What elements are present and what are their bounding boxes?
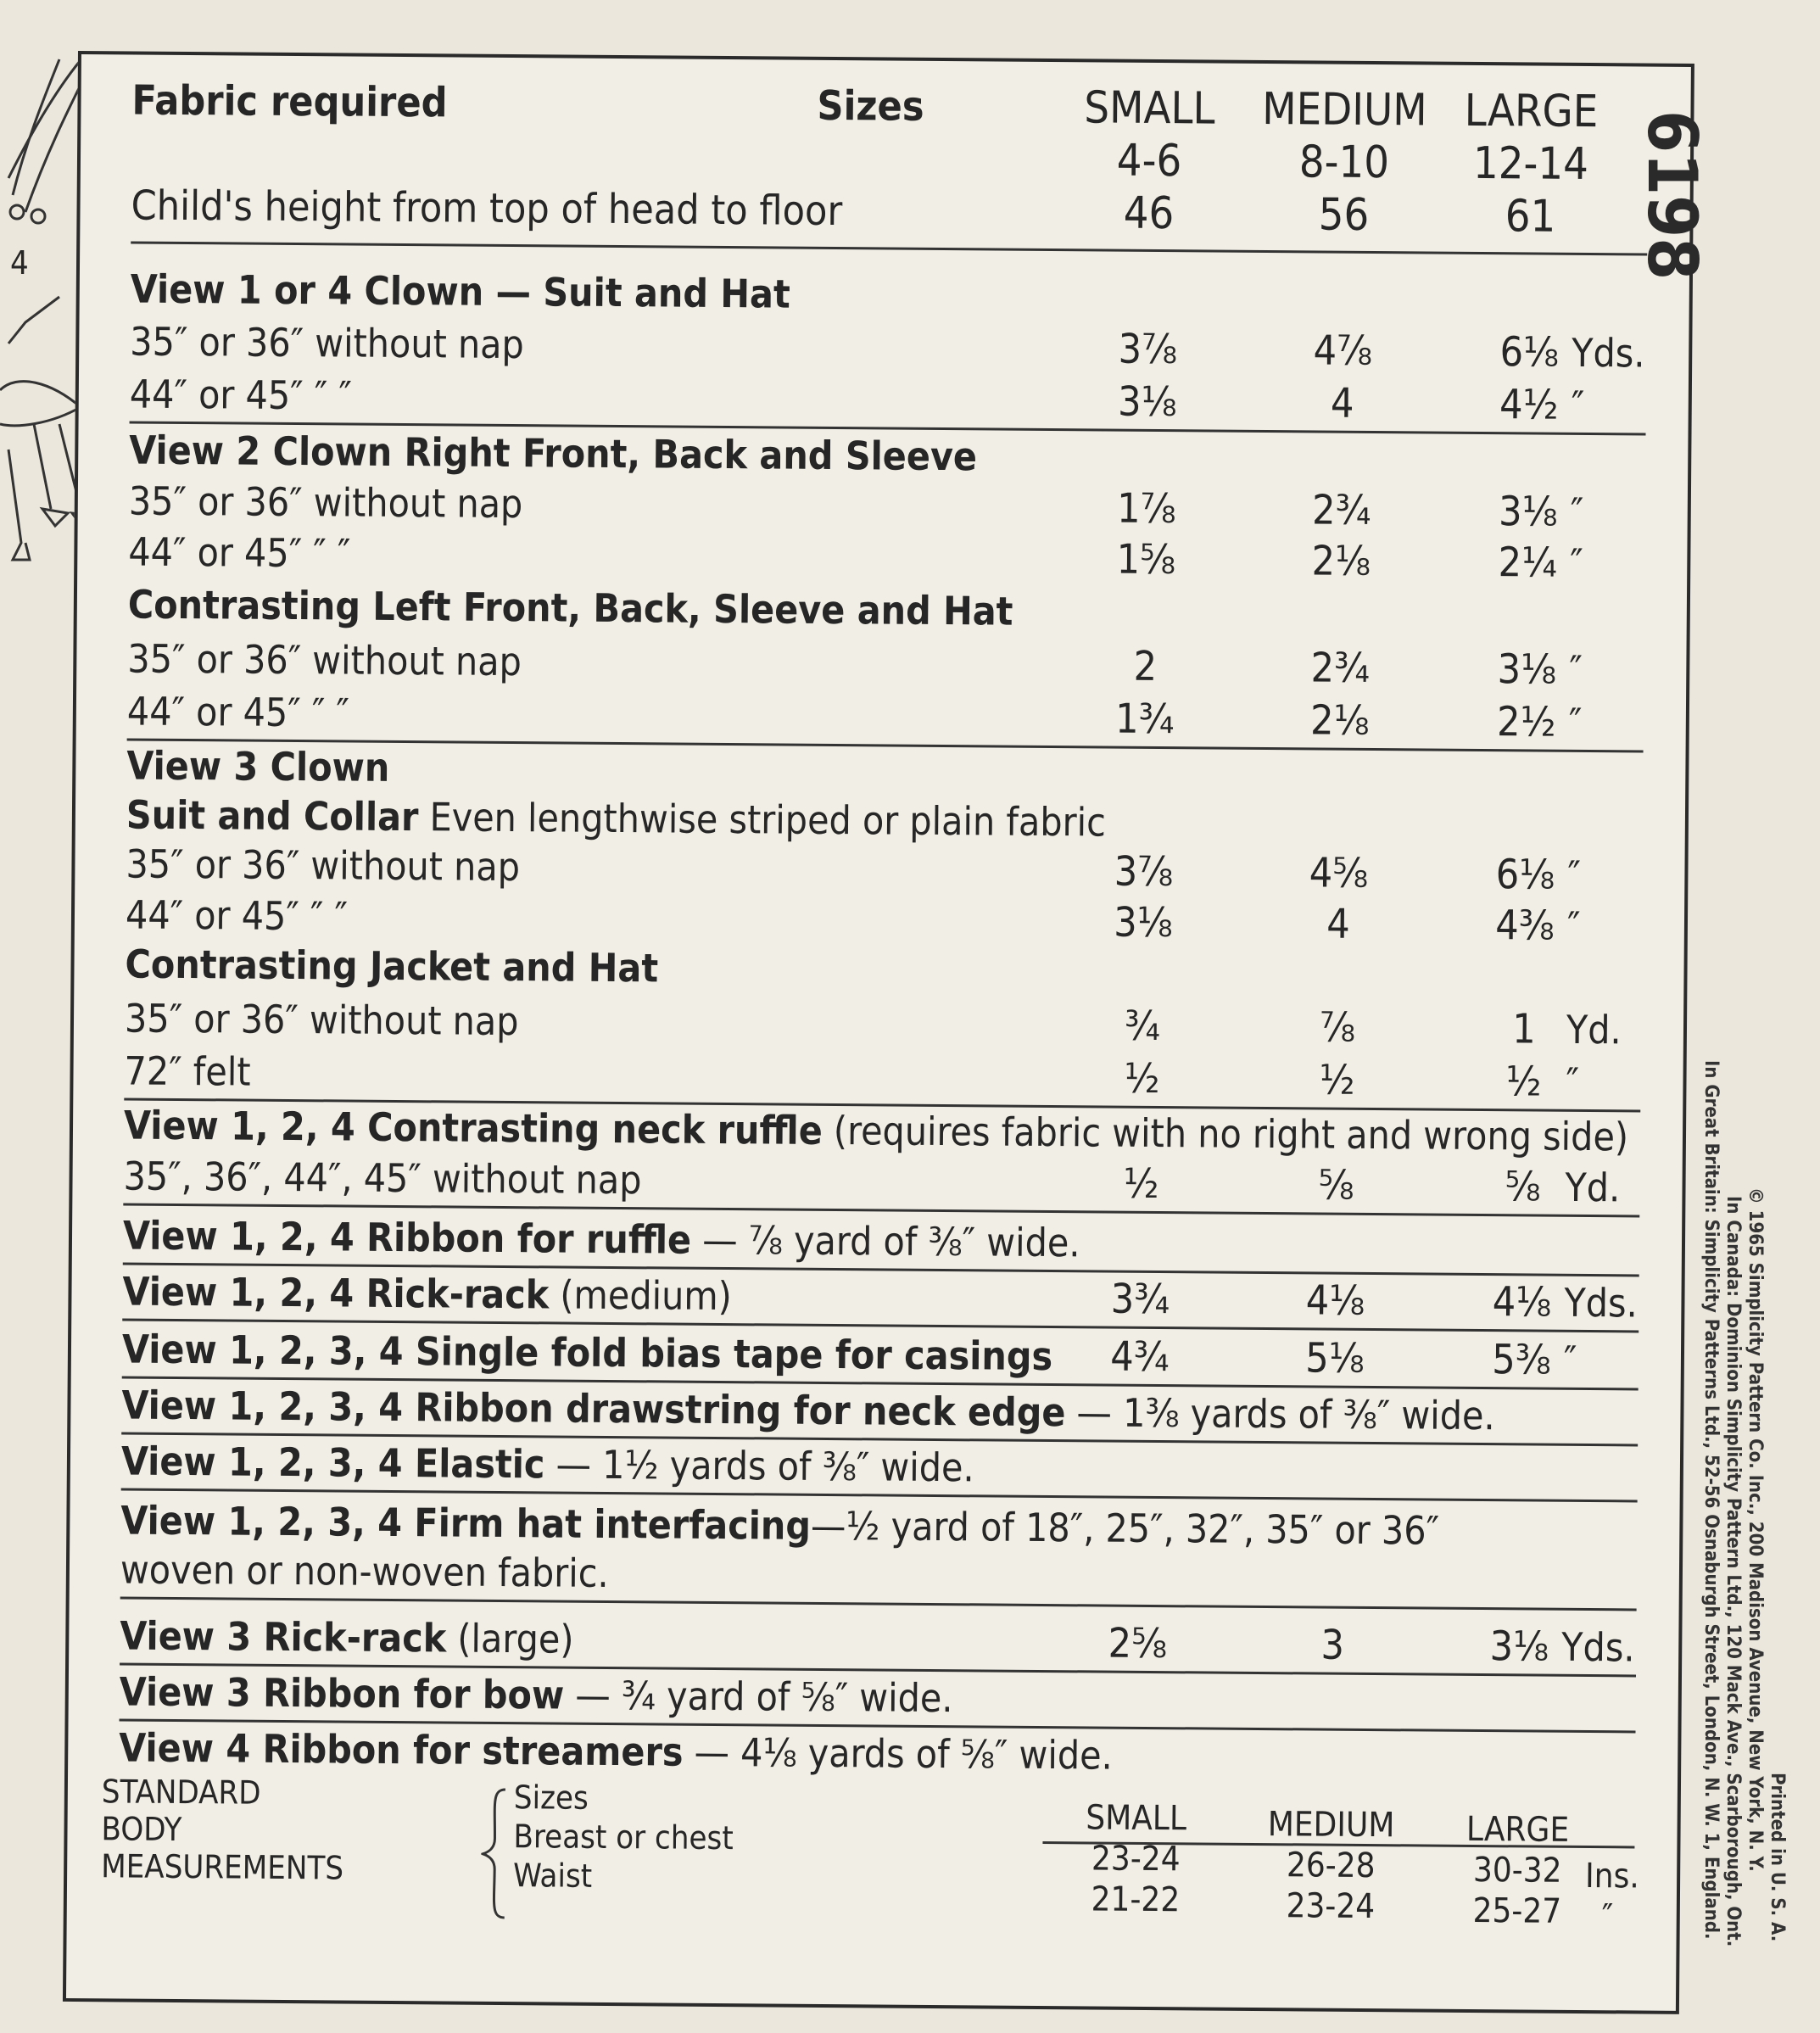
height-medium: 56 — [1318, 189, 1370, 241]
requirement-label-text: View 1, 2, 3, 4 Elastic — [120, 1438, 545, 1488]
yardage-medium: ⅝ — [1318, 1161, 1354, 1209]
yardage-unit: ″ — [1563, 1337, 1577, 1383]
requirement-label — [131, 266, 790, 316]
yardage-unit: Yds. — [1561, 1623, 1635, 1671]
yardage-unit: ″ — [1568, 699, 1583, 746]
brace-icon — [481, 1788, 507, 1919]
requirement-label-note: (requires fabric with no right and wrong side) — [822, 1107, 1629, 1160]
requirement-label-text: 35″ or 36″ without nap — [128, 478, 523, 528]
copyright-line-2: In Canada: Dominion Simplicity Pattern Ltd., 120 Mack Ave., Scarborough, Ont. — [1722, 1196, 1744, 1947]
yardage-medium: 2⅛ — [1309, 696, 1370, 745]
requirement-label-note: — 1⅜ yards of ⅜″ wide. — [1065, 1389, 1495, 1439]
requirement-label-note: — 4⅛ yards of ⅝″ wide. — [683, 1729, 1113, 1779]
requirement-label — [126, 892, 348, 938]
yardage-unit: ″ — [1570, 539, 1583, 586]
requirement-label — [124, 1103, 1628, 1159]
bm-medium-header: MEDIUM — [1267, 1805, 1395, 1846]
requirement-label-text: View 1, 2, 4 Contrasting neck ruffle — [123, 1102, 823, 1153]
yardage-small: 4¾ — [1110, 1332, 1170, 1382]
requirement-label-text: View 3 Clown — [126, 742, 390, 790]
copyright-line-1: © 1965 Simplicity Pattern Co. Inc., 200 Madison Avenue, New York, N. Y. — [1745, 1187, 1766, 1872]
requirement-label-text: 35″ or 36″ without nap — [126, 841, 521, 891]
bm-breast-medium: 26-28 — [1286, 1846, 1376, 1886]
bm-large-header: LARGE — [1465, 1809, 1570, 1850]
requirement-label — [121, 1438, 974, 1489]
bm-waist-large: 25-27 — [1472, 1891, 1562, 1931]
requirement-label-note: Even lengthwise striped or plain fabric — [418, 794, 1107, 846]
requirement-label-text: 35″, 36″, 44″, 45″ without nap — [123, 1153, 642, 1204]
requirement-label — [122, 1269, 732, 1318]
height-small: 46 — [1123, 187, 1175, 240]
requirement-label-text: 35″ or 36″ without nap — [127, 635, 522, 685]
yardage-small: 1¾ — [1114, 695, 1175, 744]
yardage-large: 5⅜ — [1492, 1336, 1551, 1384]
yardage-medium: 5⅛ — [1305, 1334, 1365, 1382]
requirement-label — [130, 371, 352, 417]
bm-breast-large: 30-32 — [1472, 1850, 1562, 1891]
margin-view-number: 4 — [10, 244, 29, 282]
yardage-unit: ″ — [1566, 1058, 1580, 1105]
yardage-unit: Yds. — [1572, 329, 1645, 377]
requirement-label-text: View 4 Ribbon for streamers — [119, 1724, 684, 1775]
yardage-unit: ″ — [1566, 902, 1581, 949]
sizes-heading: Sizes — [817, 81, 924, 131]
bm-breast-unit: Ins. — [1584, 1857, 1639, 1896]
requirement-label-text: 44″ or 45″ ″ ″ — [129, 371, 353, 419]
fabric-required-heading: Fabric required — [131, 76, 448, 127]
yardage-large: ½ — [1505, 1058, 1542, 1106]
size-large-range: 12-14 — [1472, 137, 1589, 190]
requirement-label — [126, 792, 1106, 844]
requirement-label-text: woven or non-woven fabric. — [120, 1546, 609, 1596]
yardage-small: 2⅝ — [1108, 1619, 1168, 1668]
requirement-label-text: View 1 or 4 Clown — Suit and Hat — [130, 265, 790, 317]
requirement-label-text: 35″ or 36″ without nap — [130, 318, 525, 368]
requirement-label-text: 44″ or 45″ ″ ″ — [126, 688, 350, 736]
yardage-small: 3⅞ — [1118, 325, 1178, 374]
yardage-unit: Yd. — [1566, 1006, 1622, 1053]
height-large: 61 — [1505, 191, 1556, 243]
size-small-range: 4-6 — [1116, 135, 1182, 187]
yardage-large: 3⅛ — [1498, 488, 1558, 536]
measurement-label: Waist — [512, 1857, 593, 1895]
yardage-unit: Yd. — [1565, 1164, 1621, 1211]
requirement-label — [125, 996, 519, 1043]
yardage-large: 6⅛ — [1495, 851, 1555, 899]
requirement-label-text: View 1, 2, 4 Ribbon for ruffle — [122, 1212, 692, 1263]
requirement-label — [119, 1725, 1113, 1777]
requirement-label-text: View 1, 2, 3, 4 Single fold bias tape for casings — [121, 1326, 1053, 1380]
title-line: BODY — [101, 1810, 182, 1849]
requirement-label — [121, 1382, 1495, 1438]
yardage-large: 4⅜ — [1495, 902, 1555, 950]
requirement-label — [124, 1048, 250, 1093]
yardage-small: ½ — [1123, 1159, 1159, 1209]
requirement-label-text: View 3 Rick-rack — [120, 1612, 447, 1662]
yardage-small: ½ — [1124, 1054, 1160, 1103]
yardage-large: 4⅛ — [1492, 1278, 1552, 1326]
yardage-small: 1⅞ — [1116, 484, 1176, 533]
yardage-small: 3⅛ — [1117, 377, 1177, 427]
standard-body-measurements-title — [101, 1773, 344, 1886]
requirement-label — [127, 636, 522, 684]
yardage-large: ⅝ — [1505, 1163, 1541, 1211]
yardage-medium: 4 — [1326, 900, 1350, 948]
requirement-label-text: 35″ or 36″ without nap — [124, 995, 519, 1045]
requirement-label — [127, 689, 349, 734]
yardage-medium: 4⅝ — [1309, 849, 1369, 897]
yardage-small: 3¾ — [1110, 1275, 1170, 1324]
requirement-label-text: View 2 Clown Right Front, Back and Sleeve — [129, 427, 978, 480]
yardage-small: 3⅛ — [1114, 898, 1173, 947]
requirement-label — [120, 1498, 1439, 1552]
requirement-label — [123, 1213, 1080, 1265]
yardage-medium: 4⅞ — [1313, 327, 1373, 375]
yardage-medium: 4⅛ — [1305, 1276, 1365, 1325]
requirement-label-text: View 3 Ribbon for bow — [119, 1668, 565, 1718]
requirement-label-text: 44″ or 45″ ″ ″ — [128, 528, 351, 577]
yardage-large: 2¼ — [1498, 539, 1558, 587]
requirement-label-text: View 1, 2, 3, 4 Firm hat interfacing — [120, 1497, 812, 1549]
yardage-unit: Yds. — [1564, 1279, 1638, 1326]
bm-waist-medium: 23-24 — [1286, 1886, 1376, 1927]
bm-breast-small: 23-24 — [1091, 1839, 1181, 1879]
requirement-label — [125, 941, 658, 990]
size-small-header: SMALL — [1084, 82, 1215, 135]
requirement-label-text: View 1, 2, 4 Rick-rack — [122, 1268, 550, 1318]
yardage-medium: 2¾ — [1310, 644, 1371, 692]
fabric-chart-panel — [63, 51, 1694, 2014]
yardage-large: 4½ — [1499, 381, 1559, 429]
yardage-unit: ″ — [1567, 852, 1582, 898]
printed-in-usa: Printed in U. S. A. — [1767, 1773, 1788, 1942]
requirement-label — [120, 1613, 574, 1661]
requirement-label — [130, 319, 524, 366]
requirement-label — [123, 1153, 641, 1202]
requirement-label-text: Contrasting Jacket and Hat — [125, 941, 659, 991]
yardage-medium: 4 — [1330, 379, 1354, 427]
yardage-small: ¾ — [1124, 1002, 1161, 1051]
yardage-medium: 3 — [1320, 1621, 1345, 1669]
requirement-label-note: — ¾ yard of ⅝″ wide. — [564, 1672, 953, 1722]
requirement-label — [129, 427, 977, 478]
requirement-label-note: (large) — [446, 1615, 574, 1662]
size-large-header: LARGE — [1464, 85, 1599, 138]
size-medium-range: 8-10 — [1298, 137, 1390, 189]
requirement-label — [126, 841, 520, 889]
title-line: MEASUREMENTS — [101, 1847, 344, 1887]
requirement-label-text: View 1, 2, 3, 4 Ribbon drawstring for neck edge — [121, 1382, 1066, 1436]
yardage-medium: ⅞ — [1319, 1003, 1356, 1052]
bm-waist-unit: ″ — [1601, 1897, 1614, 1937]
section-divider — [131, 241, 1647, 255]
yardage-large: 1 — [1512, 1005, 1536, 1053]
requirement-label — [120, 1669, 953, 1720]
yardage-unit: ″ — [1570, 489, 1584, 535]
yardage-unit: ″ — [1571, 382, 1585, 428]
yardage-small: 1⅝ — [1116, 535, 1176, 584]
bm-small-header: SMALL — [1086, 1798, 1187, 1839]
requirement-label-text: 72″ felt — [124, 1047, 251, 1095]
requirement-label — [128, 582, 1013, 633]
bm-waist-small: 21-22 — [1091, 1879, 1181, 1920]
requirement-label-note: —½ yard of 18″, 25″, 32″, 35″ or 36″ — [810, 1502, 1440, 1554]
yardage-large: 2½ — [1496, 698, 1556, 746]
height-label: Child's height from top of head to floor — [131, 182, 843, 236]
requirement-label-note: — ⅞ yard of ⅜″ wide. — [690, 1216, 1080, 1266]
title-line: STANDARD — [101, 1773, 261, 1812]
requirement-label — [120, 1547, 609, 1595]
measurement-label: Sizes — [513, 1779, 589, 1817]
requirement-label-note: — 1½ yards of ⅜″ wide. — [544, 1441, 974, 1491]
pattern-number: 6198 — [1633, 110, 1711, 281]
yardage-large: 6⅛ — [1499, 328, 1560, 377]
requirement-label-text: 44″ or 45″ ″ ″ — [125, 891, 349, 940]
yardage-medium: 2⅛ — [1311, 537, 1371, 585]
section-divider — [120, 1596, 1637, 1611]
measurement-labels — [513, 1778, 734, 1896]
yardage-small: 3⅞ — [1114, 847, 1174, 896]
yardage-large: 3⅛ — [1489, 1622, 1549, 1671]
yardage-unit: ″ — [1569, 646, 1583, 693]
requirement-label-text: Suit and Collar — [126, 791, 419, 841]
yardage-small: 2 — [1133, 642, 1158, 691]
requirement-label — [128, 529, 350, 575]
copyright-line-3: In Great Britain: Simplicity Patterns Ltd., 52-56 Osnaburgh Street, London, N. W. 1, England. — [1700, 1060, 1722, 1940]
size-medium-header: MEDIUM — [1262, 83, 1427, 137]
yardage-large: 3⅛ — [1497, 645, 1557, 694]
requirement-label — [122, 1326, 1053, 1378]
measurement-label: Breast or chest — [513, 1818, 734, 1857]
requirement-label-note: (medium) — [549, 1271, 733, 1320]
requirement-label — [126, 743, 389, 789]
yardage-medium: 2¾ — [1311, 486, 1371, 534]
requirement-label — [129, 478, 523, 526]
requirement-label-text: Contrasting Left Front, Back, Sleeve and Hat — [127, 581, 1013, 634]
yardage-medium: ½ — [1319, 1056, 1355, 1104]
